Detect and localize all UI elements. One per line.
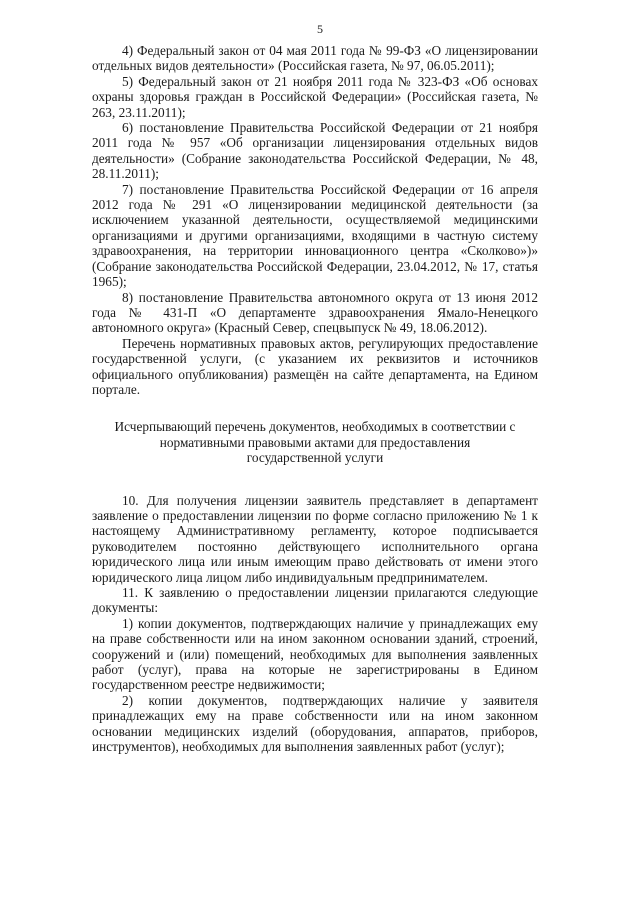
paragraph-resolution-957: 6) постановление Правительства Российской Федерации от 21 ноября 2011 года № 957 «Об организации лицензирования отдельных видов деятельности» (Собрание законодательства Российской Федерации, № 48, 28.11.2011); xyxy=(92,120,538,182)
section-heading xyxy=(92,419,538,465)
paragraph-item-10: 10. Для получения лицензии заявитель представляет в департамент заявление о предоставлении лицензии по форме согласно приложению № 1 к настоящему Административному регламенту, которое подписывается руководителем постоянно действующего исполнительного органа юридического лица или иным имеющим право действовать от имени этого юридического лица лицом либо индивидуальным предпринимателем. xyxy=(92,492,538,585)
paragraph-resolution-291: 7) постановление Правительства Российской Федерации от 16 апреля 2012 года № 291 «О лицензировании медицинской деятельности (за исключением указанной деятельности, осуществляемой медицинскими организациями и другими организациями, входящими в частную систему здравоохранения, на территории инновационного центра «Сколково»)» (Собрание законодательства Российской Федерации, 23.04.2012, № 17, статья 1965); xyxy=(92,181,538,290)
page-number: 5 xyxy=(317,22,323,36)
paragraph-subitem-2: 2) копии документов, подтверждающих наличие у заявителя принадлежащих ему на праве собственности или на ином законном основании медицинских изделий (оборудования, аппаратов, приборов, инструментов), необходимых для выполнения заявленных работ (услуг); xyxy=(92,692,538,755)
paragraph-law-323fz: 5) Федеральный закон от 21 ноября 2011 года № 323-ФЗ «Об основах охраны здоровья граждан в Российской Федерации» (Российская газета, № 263, 23.11.2011); xyxy=(92,73,538,120)
document-body xyxy=(92,43,538,754)
section-heading-line: государственной услуги xyxy=(246,450,384,466)
paragraph-item-11: 11. К заявлению о предоставлении лицензии прилагаются следующие документы: xyxy=(92,585,538,616)
section-heading-line: нормативными правовыми актами для предоставления xyxy=(159,434,471,450)
section-heading-line: Исчерпывающий перечень документов, необходимых в соответствии с xyxy=(114,419,516,435)
paragraph-subitem-1: 1) копии документов, подтверждающих наличие у принадлежащих ему на праве собственности или на ином законном основании зданий, строений, сооружений и (или) помещений, необходимых для выполнения заявленных работ (услуг), права на которые не зарегистрированы в Едином государственном реестре недвижимости; xyxy=(92,615,538,693)
paragraph-resolution-431p: 8) постановление Правительства автономного округа от 13 июня 2012 года № 431-П «О департаменте здравоохранения Ямало-Ненецкого автономного округа» (Красный Север, спецвыпуск № 49, 18.06.2012). xyxy=(92,289,538,336)
paragraph-law-99fz: 4) Федеральный закон от 04 мая 2011 года № 99-ФЗ «О лицензировании отдельных видов деятельности» (Российская газета, № 97, 06.05.2011); xyxy=(92,43,538,74)
paragraph-acts-list-note: Перечень нормативных правовых актов, регулирующих предоставление государственной услуги, (с указанием их реквизитов и источников официального опубликования) размещён на сайте департамента, на Едином портале. xyxy=(92,335,538,397)
